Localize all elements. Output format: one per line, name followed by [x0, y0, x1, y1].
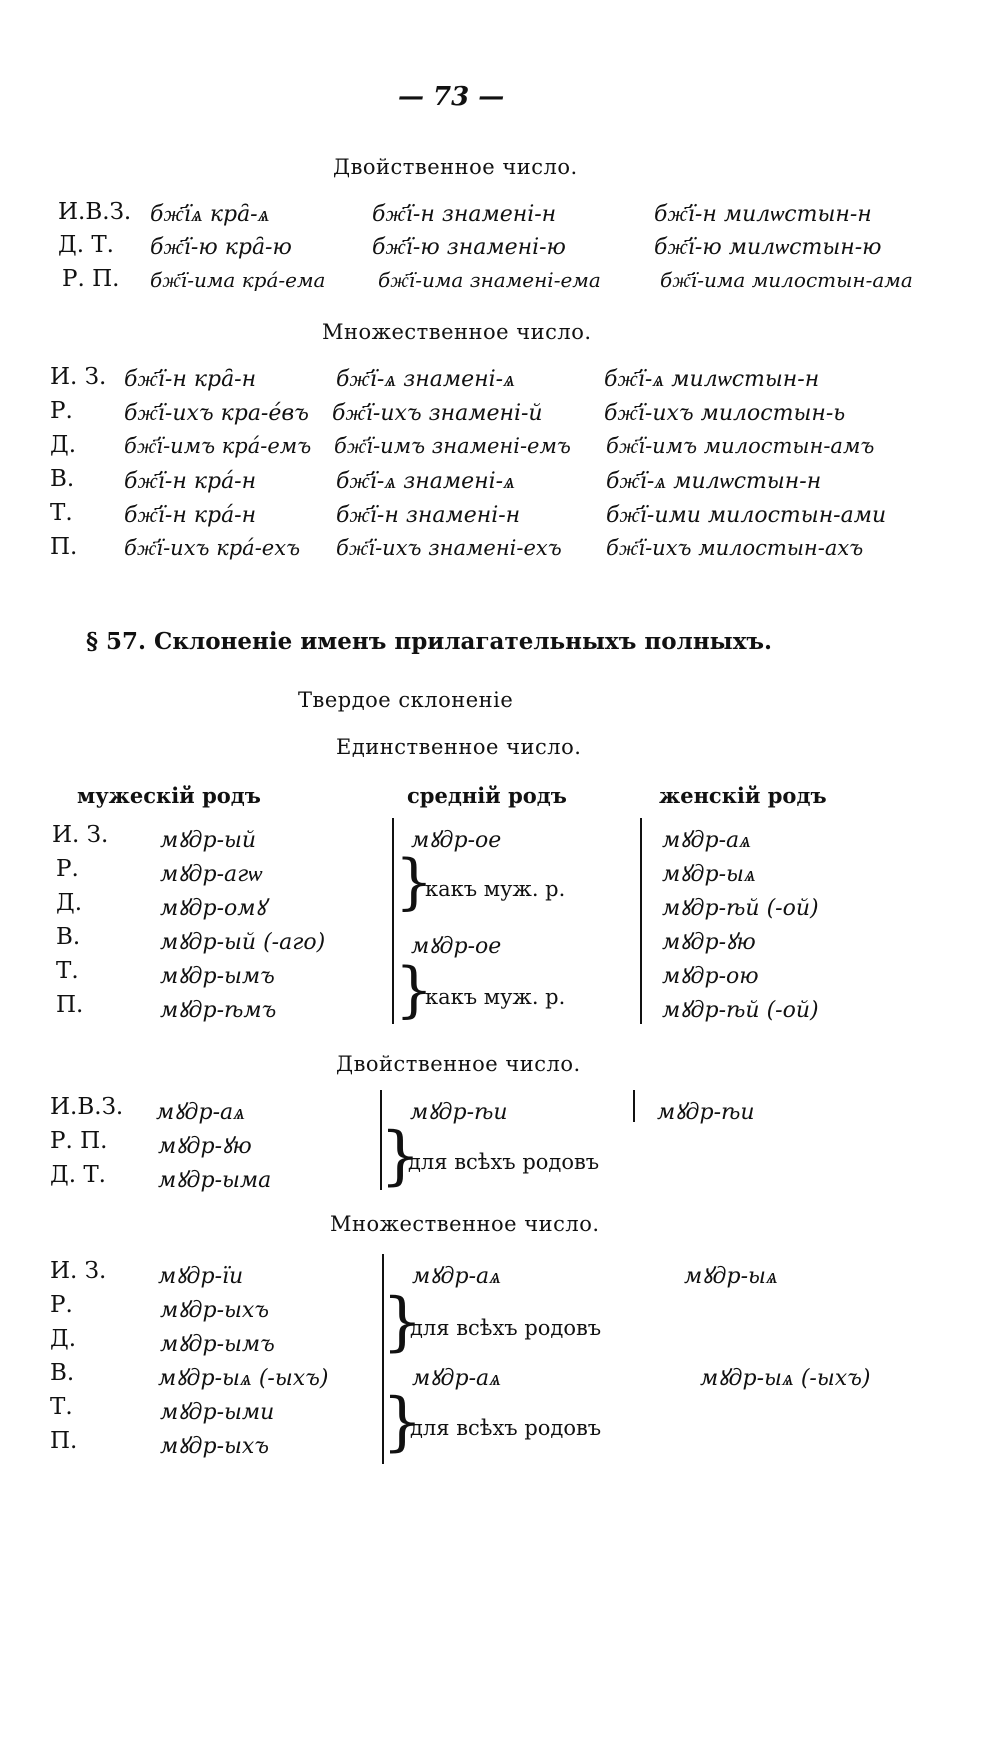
table-cell: мꙋдр-ѣмъ	[160, 998, 277, 1023]
table-cell: мꙋдр-аѧ	[662, 828, 752, 853]
as-masculine-note: какъ муж. р.	[425, 877, 566, 901]
table-cell: мꙋдр-ѣй (-ой)	[662, 998, 819, 1023]
table-cell: бж҃ї-н знамені-н	[336, 503, 521, 528]
plural-heading: Множественное число.	[322, 320, 592, 344]
table-cell: бж҃ї-ѧ знамені-ѧ	[336, 469, 516, 494]
case-label: Д.	[56, 890, 83, 916]
table-cell: бж҃ї-ѧ знамені-ѧ	[336, 367, 516, 392]
table-cell: бж҃ї-н милѡстын-н	[654, 202, 872, 227]
table-cell: мꙋдр-омꙋ	[160, 896, 266, 921]
table-cell: бж҃ї-ихъ знамені-ехъ	[336, 536, 562, 560]
plural-heading: Множественное число.	[330, 1212, 600, 1236]
table-cell: мꙋдр-ыѧ (-ыхъ)	[158, 1366, 329, 1391]
table-cell: мꙋдр-ѣи	[657, 1100, 755, 1125]
case-label: Р. П.	[50, 1128, 108, 1154]
table-cell: мꙋдр-ыхъ	[160, 1298, 270, 1323]
table-cell: бж҃ї-ихъ кра́-ехъ	[124, 536, 301, 560]
table-cell: бж҃ї-ю знамені-ю	[372, 235, 566, 260]
table-cell: мꙋдр-ое	[411, 934, 502, 959]
table-cell: мꙋдр-ꙋю	[158, 1134, 252, 1159]
case-label: И.В.З.	[50, 1094, 124, 1120]
case-label: Д.	[50, 1326, 77, 1352]
table-cell: мꙋдр-ымъ	[160, 1332, 275, 1357]
table-cell: мꙋдр-агѡ	[160, 862, 263, 887]
case-label: Д. Т.	[50, 1162, 106, 1188]
all-genders-note: для всѣхъ родовъ	[408, 1150, 600, 1174]
case-label: В.	[56, 924, 81, 950]
table-cell: бж҃ї-ихъ кра-е́въ	[124, 401, 309, 426]
section-title: § 57. Склоненіе именъ прилагательныхъ полныхъ.	[86, 628, 773, 655]
case-label: Р. П.	[62, 266, 120, 292]
case-label: Р.	[56, 856, 79, 882]
case-label: Т.	[50, 500, 73, 526]
table-cell: мꙋдр-ѣи	[410, 1100, 508, 1125]
table-cell: мꙋдр-ымъ	[160, 964, 275, 989]
case-label: П.	[50, 1428, 78, 1454]
dual-heading: Двойственное число.	[333, 155, 578, 179]
table-cell: мꙋдр-аѧ	[412, 1366, 502, 1391]
as-masculine-note: какъ муж. р.	[425, 985, 566, 1009]
table-cell: бж҃ї-н кра́-н	[124, 503, 257, 528]
table-cell: бж҃ї-има кра́-ема	[150, 268, 326, 292]
table-cell: мꙋдр-ыѧ (-ыхъ)	[700, 1366, 871, 1391]
column-divider	[633, 1090, 635, 1122]
case-label: И. З.	[52, 822, 109, 848]
table-cell: бж҃ї-н знамені-н	[372, 202, 557, 227]
case-label: И. З.	[50, 364, 107, 390]
table-cell: мꙋдр-ыѧ	[662, 862, 756, 887]
table-cell: бж҃ї-ю милѡстын-ю	[654, 235, 882, 260]
table-cell: бж҃ї-имъ кра́-емъ	[124, 434, 312, 458]
case-label: Д.	[50, 432, 77, 458]
table-cell: бж҃ї-ими милостын-ами	[606, 503, 887, 528]
table-cell: мꙋдр-ый	[160, 828, 257, 853]
all-genders-note: для всѣхъ родовъ	[410, 1316, 602, 1340]
case-label: И.В.З.	[58, 199, 132, 225]
table-cell: бж҃ї-ихъ знамені-й	[332, 401, 543, 426]
page-number: — 73 —	[398, 82, 505, 112]
singular-heading: Единственное число.	[336, 735, 582, 759]
table-cell: мꙋдр-ыхъ	[160, 1434, 270, 1459]
table-cell: бж҃ї-има милостын-ама	[660, 268, 913, 292]
brace: }	[382, 1385, 423, 1459]
table-cell: бж҃ї-ю кра̑-ю	[150, 235, 292, 260]
brace: }	[395, 955, 434, 1025]
case-label: П.	[56, 992, 84, 1018]
table-cell: мꙋдр-ыми	[160, 1400, 275, 1425]
table-cell: бж҃ї-ѧ милѡстын-н	[606, 469, 822, 494]
table-cell: мꙋдр-ыѧ	[684, 1264, 778, 1289]
table-cell: мꙋдр-ый (-аго)	[160, 930, 326, 955]
table-cell: бж҃їѧ кра̑-ѧ	[150, 202, 270, 227]
table-cell: бж҃ї-ихъ милостын-ахъ	[606, 536, 864, 560]
section-subtitle: Твердое склоненіе	[298, 688, 514, 712]
table-cell: мꙋдр-аѧ	[156, 1100, 246, 1125]
column-divider	[640, 818, 642, 1024]
table-cell: бж҃ї-имъ знамені-емъ	[334, 434, 571, 458]
table-cell: бж҃ї-ихъ милостын-ь	[604, 401, 846, 426]
column-head-neuter: средній родъ	[407, 783, 567, 808]
column-head-masculine: мужескій родъ	[77, 783, 261, 808]
table-cell: бж҃ї-има знамені-ема	[378, 268, 601, 292]
brace: }	[382, 1285, 423, 1359]
table-cell: мꙋдр-ою	[662, 964, 759, 989]
table-cell: бж҃ї-н кра̑-н	[124, 367, 257, 392]
table-cell: мꙋдр-їи	[158, 1264, 244, 1289]
column-divider	[392, 818, 394, 1024]
brace: }	[395, 847, 434, 917]
table-cell: бж҃ї-ѧ милѡстын-н	[604, 367, 820, 392]
table-cell: мꙋдр-ое	[411, 828, 502, 853]
table-cell: бж҃ї-н кра́-н	[124, 469, 257, 494]
case-label: В.	[50, 466, 75, 492]
table-cell: мꙋдр-ыма	[158, 1168, 272, 1193]
case-label: П.	[50, 534, 78, 560]
column-head-feminine: женскій родъ	[659, 783, 827, 808]
dual-heading: Двойственное число.	[336, 1052, 581, 1076]
case-label: Д. Т.	[58, 232, 114, 258]
case-label: Т.	[56, 958, 79, 984]
table-cell: бж҃ї-имъ милостын-амъ	[606, 434, 875, 458]
case-label: Р.	[50, 398, 73, 424]
case-label: И. З.	[50, 1258, 107, 1284]
table-cell: мꙋдр-ꙋю	[662, 930, 756, 955]
table-cell: мꙋдр-ѣй (-ой)	[662, 896, 819, 921]
all-genders-note: для всѣхъ родовъ	[410, 1416, 602, 1440]
case-label: Т.	[50, 1394, 73, 1420]
brace: }	[380, 1119, 421, 1193]
case-label: В.	[50, 1360, 75, 1386]
case-label: Р.	[50, 1292, 73, 1318]
table-cell: мꙋдр-аѧ	[412, 1264, 502, 1289]
